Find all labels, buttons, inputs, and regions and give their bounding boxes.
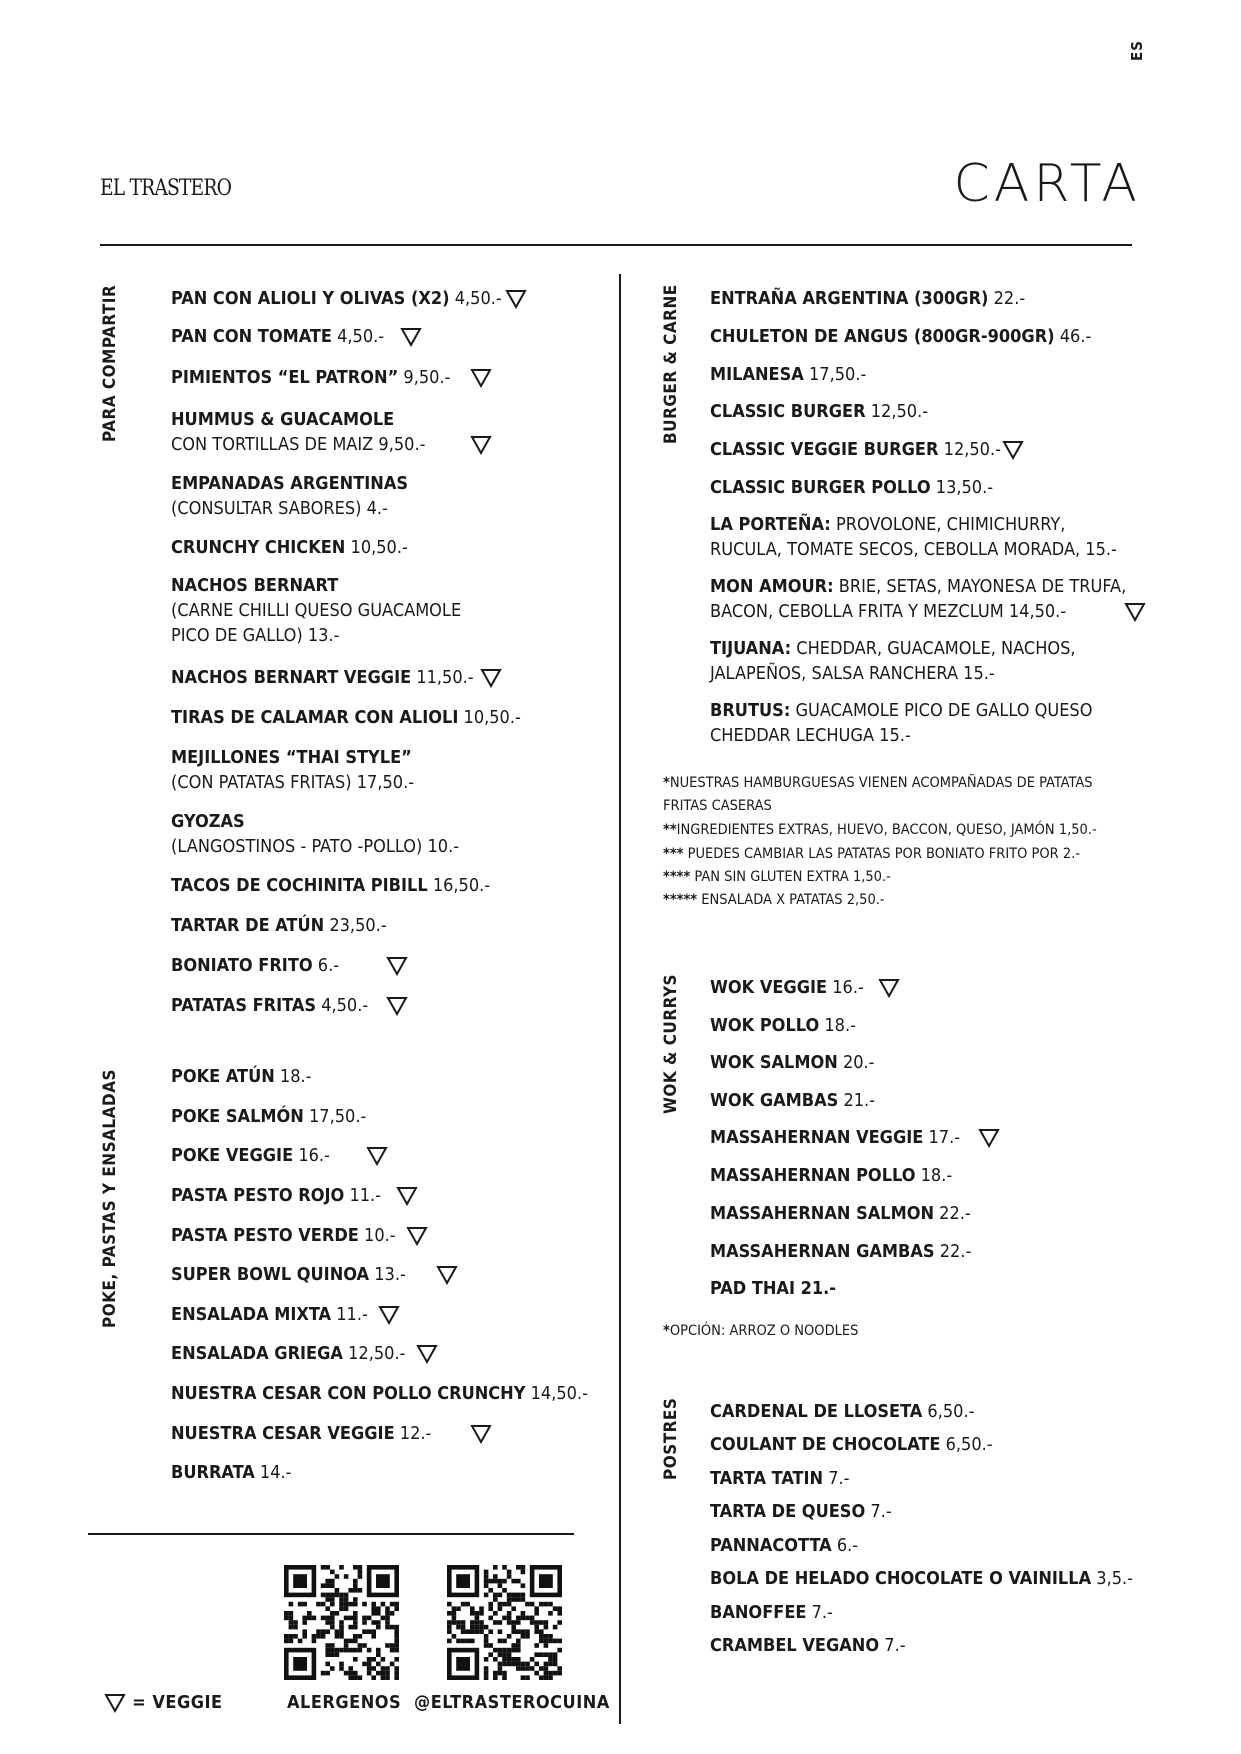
menu-item-price: 4.- xyxy=(366,498,388,519)
burger-note-line xyxy=(663,843,1080,866)
menu-item-line xyxy=(710,636,1076,661)
menu-item-name: LA PORTEÑA: xyxy=(710,514,831,535)
menu-item-price: 22.- xyxy=(993,288,1026,309)
menu-item-line xyxy=(710,1125,960,1150)
menu-item-line xyxy=(710,1566,1133,1591)
menu-item xyxy=(710,1432,993,1457)
veggie-icon xyxy=(366,1146,388,1166)
menu-item-line xyxy=(171,834,459,859)
menu-item-description: (LANGOSTINOS - PATO -POLLO) xyxy=(171,836,423,857)
menu-item xyxy=(171,705,521,730)
menu-item xyxy=(171,1460,292,1485)
menu-item-name: TACOS DE COCHINITA PIBILL xyxy=(171,875,428,896)
menu-item-line xyxy=(710,1432,993,1457)
menu-item xyxy=(710,399,928,424)
section-label-para-compartir: PARA COMPARTIR xyxy=(100,284,120,442)
menu-item-price: 14,50.- xyxy=(530,1383,588,1404)
menu-item xyxy=(710,475,993,500)
menu-item-name: ENSALADA MIXTA xyxy=(171,1304,332,1325)
menu-item-line xyxy=(171,1064,312,1089)
menu-item-line xyxy=(171,1302,368,1327)
menu-item xyxy=(171,665,474,690)
menu-item-line xyxy=(171,1341,405,1366)
menu-item-line xyxy=(171,665,474,690)
menu-item-name: PANNACOTTA xyxy=(710,1535,832,1556)
note-text: PUEDES CAMBIAR LAS PATATAS POR BONIATO FRITO POR 2.- xyxy=(683,846,1081,862)
menu-item xyxy=(171,809,459,859)
menu-item-price: 6.- xyxy=(836,1535,859,1556)
menu-item-line xyxy=(171,598,461,623)
menu-item-price: 10.- xyxy=(364,1225,396,1246)
menu-item xyxy=(171,471,408,521)
note-mark: * xyxy=(663,775,670,791)
menu-item-name: PIMIENTOS “EL PATRON” xyxy=(171,367,399,388)
note-mark: *** xyxy=(663,846,684,862)
menu-item-name: ENTRAÑA ARGENTINA (300GR) xyxy=(710,288,989,309)
menu-item-name: WOK GAMBAS xyxy=(710,1090,839,1111)
menu-item-name: TARTA TATIN xyxy=(710,1468,824,1489)
menu-item-price: 17,50.- xyxy=(309,1106,367,1127)
menu-item-name: BOLA DE HELADO CHOCOLATE O VAINILLA xyxy=(710,1568,1092,1589)
menu-item-price: 17,50.- xyxy=(808,364,867,385)
menu-item-line xyxy=(710,1163,952,1188)
menu-item-price: 18.- xyxy=(920,1165,953,1186)
menu-item-line xyxy=(710,698,1092,723)
menu-item-price: 7.- xyxy=(884,1635,906,1656)
menu-item-line xyxy=(171,573,461,598)
veggie-icon xyxy=(416,1344,438,1364)
menu-item xyxy=(710,574,1126,624)
menu-item-name: TIJUANA: xyxy=(710,638,792,659)
menu-item-line xyxy=(171,913,387,938)
menu-item-price: 6,50.- xyxy=(945,1434,993,1455)
menu-item-name: BRUTUS: xyxy=(710,700,791,721)
veggie-icon xyxy=(480,668,502,688)
menu-item-line xyxy=(171,496,408,521)
section-label-burger: BURGER & CARNE xyxy=(661,284,681,444)
menu-item xyxy=(710,324,1091,349)
menu-item xyxy=(171,1223,396,1248)
menu-item xyxy=(710,437,1001,462)
menu-item-line xyxy=(710,574,1126,599)
alergenos-qr-code[interactable] xyxy=(284,1565,399,1680)
menu-item-name: COULANT DE CHOCOLATE xyxy=(710,1434,941,1455)
menu-item-name: NUESTRA CESAR CON POLLO CRUNCHY xyxy=(171,1383,526,1404)
menu-item-name: NACHOS BERNART xyxy=(171,575,339,596)
menu-item-price: 10.- xyxy=(427,836,460,857)
menu-item-line xyxy=(171,432,425,457)
menu-item-price: 21.- xyxy=(843,1090,876,1111)
instagram-qr-code[interactable] xyxy=(447,1565,562,1680)
menu-item-line xyxy=(171,953,339,978)
menu-item-line xyxy=(710,537,1117,562)
menu-item-line xyxy=(710,1533,858,1558)
menu-item-name: TARTA DE QUESO xyxy=(710,1501,866,1522)
menu-item xyxy=(710,1533,858,1558)
veggie-icon xyxy=(505,289,527,309)
menu-item-line xyxy=(710,399,928,424)
menu-item xyxy=(710,1201,971,1226)
veggie-legend-text: = VEGGIE xyxy=(132,1692,223,1713)
menu-item xyxy=(710,1276,836,1301)
menu-item-name: MASSAHERNAN VEGGIE xyxy=(710,1127,924,1148)
menu-item xyxy=(171,324,384,349)
menu-item-price: 6,50.- xyxy=(927,1401,975,1422)
menu-item-line xyxy=(171,471,408,496)
menu-item-name: TARTAR DE ATÚN xyxy=(171,915,325,936)
menu-item-name: CARDENAL DE LLOSETA xyxy=(710,1401,923,1422)
menu-item-name: MILANESA xyxy=(710,364,804,385)
menu-item-name: PASTA PESTO ROJO xyxy=(171,1185,345,1206)
menu-item-description: GUACAMOLE PICO DE GALLO QUESO xyxy=(795,700,1093,721)
menu-item-price: 11.- xyxy=(336,1304,368,1325)
menu-item-description: RUCULA, TOMATE SECOS, CEBOLLA MORADA, 15.- xyxy=(710,539,1117,560)
menu-item-line xyxy=(171,1381,588,1406)
instagram-handle[interactable]: @ELTRASTEROCUINA xyxy=(414,1692,610,1713)
menu-item xyxy=(710,1633,906,1658)
note-text: INGREDIENTES EXTRAS, HUEVO, BACCON, QUESO, JAMÓN 1,50.- xyxy=(676,822,1097,838)
menu-item-line xyxy=(171,1223,396,1248)
menu-item-name: BONIATO FRITO xyxy=(171,955,313,976)
menu-item-price: 12,50.- xyxy=(348,1343,406,1364)
menu-item-price: 9,50.- xyxy=(378,434,426,455)
menu-item-price: 6.- xyxy=(317,955,340,976)
menu-item-line xyxy=(710,1013,856,1038)
note-mark: **** xyxy=(663,869,691,885)
burger-note-line xyxy=(663,889,885,912)
menu-item-price: 22.- xyxy=(939,1203,971,1224)
menu-item-line xyxy=(171,993,368,1018)
menu-item-line xyxy=(710,362,866,387)
menu-item xyxy=(171,745,414,795)
header-divider xyxy=(100,244,1132,246)
menu-item-line xyxy=(171,873,490,898)
menu-item xyxy=(710,1125,960,1150)
menu-item-line xyxy=(710,324,1091,349)
menu-item-line xyxy=(710,661,1076,686)
menu-item-price: 7.- xyxy=(828,1468,850,1489)
menu-item-line xyxy=(710,1466,850,1491)
menu-item-description: (CONSULTAR SABORES) xyxy=(171,498,362,519)
menu-item-name: PASTA PESTO VERDE xyxy=(171,1225,359,1246)
menu-item-price: 11,50.- xyxy=(416,667,474,688)
menu-item-price: 46.- xyxy=(1059,326,1092,347)
menu-item-name: CLASSIC BURGER xyxy=(710,401,866,422)
menu-item-price: 10,50.- xyxy=(350,537,408,558)
menu-item-description: JALAPEÑOS, SALSA RANCHERA 15.- xyxy=(710,663,995,684)
wok-note xyxy=(663,1320,858,1343)
menu-item-price: 7.- xyxy=(811,1602,833,1623)
menu-item-name: SUPER BOWL QUINOA xyxy=(171,1264,370,1285)
wok-note-mark: * xyxy=(663,1323,670,1339)
burger-note-line xyxy=(663,772,1093,795)
menu-item-line xyxy=(171,1104,366,1129)
menu-item-line xyxy=(710,512,1117,537)
menu-item xyxy=(710,1239,971,1264)
menu-item-line xyxy=(710,1201,971,1226)
veggie-icon xyxy=(470,435,492,455)
veggie-icon xyxy=(436,1265,458,1285)
veggie-icon xyxy=(396,1186,418,1206)
menu-item-line xyxy=(171,324,384,349)
menu-item-line xyxy=(171,745,414,770)
menu-item-description: CON TORTILLAS DE MAIZ xyxy=(171,434,374,455)
menu-item-name: CRUNCHY CHICKEN xyxy=(171,537,346,558)
menu-item-price: 16.- xyxy=(832,977,864,998)
menu-item xyxy=(171,407,425,457)
menu-item-price: 20.- xyxy=(842,1052,875,1073)
menu-item-price: 7.- xyxy=(870,1501,892,1522)
menu-item-name: WOK POLLO xyxy=(710,1015,820,1036)
menu-item xyxy=(171,1341,405,1366)
note-text: NUESTRAS HAMBURGUESAS VIENEN ACOMPAÑADAS DE PATATAS xyxy=(669,775,1093,791)
menu-item xyxy=(171,1302,368,1327)
veggie-icon xyxy=(978,1128,1000,1148)
menu-item-price: 12,50.- xyxy=(870,401,929,422)
menu-item-name: ENSALADA GRIEGA xyxy=(171,1343,343,1364)
menu-item-description: CHEDDAR LECHUGA 15.- xyxy=(710,725,911,746)
menu-item-price: 3,5.- xyxy=(1096,1568,1133,1589)
menu-item-price: 12,50.- xyxy=(943,439,1001,460)
menu-item-price: 17.- xyxy=(928,1127,961,1148)
menu-item-description: CHEDDAR, GUACAMOLE, NACHOS, xyxy=(796,638,1076,659)
page-title: CARTA xyxy=(953,154,1141,214)
menu-item-line xyxy=(171,365,450,390)
burger-note-line xyxy=(663,795,772,818)
menu-item-price: 4,50.- xyxy=(321,995,369,1016)
menu-item-name: CLASSIC VEGGIE BURGER xyxy=(710,439,939,460)
menu-item-name: BURRATA xyxy=(171,1462,255,1483)
menu-item-line xyxy=(171,623,461,648)
veggie-icon xyxy=(878,978,900,998)
menu-item-description: BACON, CEBOLLA FRITA Y MEZCLUM 14,50.- xyxy=(710,601,1067,622)
menu-item-name: MASSAHERNAN POLLO xyxy=(710,1165,916,1186)
veggie-icon xyxy=(406,1226,428,1246)
menu-item-line xyxy=(710,1633,906,1658)
menu-item-name: MEJILLONES “THAI STYLE” xyxy=(171,747,412,768)
menu-item-line xyxy=(171,770,414,795)
menu-item-description: BRIE, SETAS, MAYONESA DE TRUFA, xyxy=(838,576,1127,597)
menu-item-line xyxy=(710,975,864,1000)
menu-item xyxy=(710,1013,856,1038)
note-mark: ** xyxy=(663,822,677,838)
menu-item-line xyxy=(710,1050,875,1075)
menu-item xyxy=(171,1262,406,1287)
menu-item-line xyxy=(710,1088,875,1113)
menu-item xyxy=(171,1381,588,1406)
menu-item-name: BANOFFEE xyxy=(710,1602,807,1623)
veggie-legend xyxy=(104,1692,223,1713)
menu-item-name: CRAMBEL VEGANO xyxy=(710,1635,880,1656)
menu-item-name: NACHOS BERNART VEGGIE xyxy=(171,667,412,688)
alergenos-label: ALERGENOS xyxy=(287,1692,402,1713)
menu-item-name: POKE SALMÓN xyxy=(171,1106,304,1127)
menu-item-price: 14.- xyxy=(259,1462,292,1483)
menu-item xyxy=(171,953,339,978)
menu-item-name: GYOZAS xyxy=(171,811,245,832)
menu-item xyxy=(171,365,450,390)
menu-item-name: POKE VEGGIE xyxy=(171,1145,294,1166)
menu-item-line xyxy=(171,1421,431,1446)
menu-item xyxy=(171,1421,431,1446)
menu-item-name: WOK SALMON xyxy=(710,1052,838,1073)
menu-item-name: PAD THAI 21.- xyxy=(710,1278,837,1299)
column-divider xyxy=(619,274,621,1724)
menu-item-line xyxy=(171,1183,381,1208)
menu-item-line xyxy=(710,1239,971,1264)
menu-item-line xyxy=(710,1399,974,1424)
section-label-wok: WOK & CURRYS xyxy=(661,973,681,1114)
note-mark: ***** xyxy=(663,892,698,908)
menu-item xyxy=(171,1064,312,1089)
menu-item-name: MASSAHERNAN GAMBAS xyxy=(710,1241,935,1262)
veggie-icon xyxy=(1002,440,1024,460)
menu-item-name: POKE ATÚN xyxy=(171,1066,275,1087)
menu-item-price: 22.- xyxy=(939,1241,972,1262)
veggie-icon xyxy=(470,368,492,388)
menu-item xyxy=(710,1088,875,1113)
menu-item xyxy=(171,535,408,560)
menu-item-price: 23,50.- xyxy=(329,915,387,936)
menu-item-price: 13.- xyxy=(374,1264,406,1285)
menu-item xyxy=(710,698,1092,748)
menu-item xyxy=(710,1499,892,1524)
menu-item-line xyxy=(171,1143,330,1168)
menu-item-name: MON AMOUR: xyxy=(710,576,834,597)
veggie-icon xyxy=(1124,602,1146,622)
menu-item xyxy=(710,286,1025,311)
menu-item-line xyxy=(171,1262,406,1287)
veggie-icon xyxy=(470,1424,492,1444)
menu-item-line xyxy=(710,437,1001,462)
footer-divider xyxy=(88,1533,574,1535)
note-text: ENSALADA X PATATAS 2,50.- xyxy=(697,892,885,908)
menu-item xyxy=(171,1143,330,1168)
veggie-icon xyxy=(386,996,408,1016)
note-text: FRITAS CASERAS xyxy=(663,798,772,814)
menu-item-name: PATATAS FRITAS xyxy=(171,995,317,1016)
menu-item-line xyxy=(171,286,502,311)
menu-item-price: 4,50.- xyxy=(454,288,502,309)
veggie-icon xyxy=(400,327,422,347)
menu-item-name: PAN CON ALIOLI Y OLIVAS (X2) xyxy=(171,288,450,309)
menu-item-price: 12.- xyxy=(399,1423,432,1444)
menu-item-price: 13,50.- xyxy=(935,477,994,498)
menu-item-name: MASSAHERNAN SALMON xyxy=(710,1203,935,1224)
menu-item-name: EMPANADAS ARGENTINAS xyxy=(171,473,409,494)
menu-item xyxy=(710,1600,833,1625)
menu-item-price: 17,50.- xyxy=(356,772,415,793)
menu-item-line xyxy=(171,705,521,730)
menu-item-line xyxy=(171,407,425,432)
wok-note-text: OPCIÓN: ARROZ O NOODLES xyxy=(669,1323,859,1339)
menu-item-line xyxy=(710,599,1126,624)
menu-item-line xyxy=(710,1499,892,1524)
menu-item-line xyxy=(710,286,1025,311)
menu-item xyxy=(710,1399,974,1424)
menu-item-line xyxy=(171,535,408,560)
menu-item-name: TIRAS DE CALAMAR CON ALIOLI xyxy=(171,707,459,728)
menu-item-description: PROVOLONE, CHIMICHURRY, xyxy=(835,514,1066,535)
burger-note-line xyxy=(663,866,891,889)
menu-item-line xyxy=(710,1276,836,1301)
menu-item-price: 16,50.- xyxy=(432,875,491,896)
veggie-icon xyxy=(378,1305,400,1325)
menu-item xyxy=(710,512,1117,562)
menu-item-description: (CARNE CHILLI QUESO GUACAMOLE xyxy=(171,600,462,621)
veggie-icon xyxy=(386,956,408,976)
language-code: ES xyxy=(1128,40,1146,62)
note-text: PAN SIN GLUTEN EXTRA 1,50.- xyxy=(690,869,891,885)
menu-item-line xyxy=(710,475,993,500)
menu-item-price: 13.- xyxy=(307,625,340,646)
menu-item-price: 16.- xyxy=(298,1145,330,1166)
menu-item-name: PAN CON TOMATE xyxy=(171,326,332,347)
menu-item xyxy=(171,1183,381,1208)
menu-item xyxy=(710,1566,1133,1591)
menu-item xyxy=(710,1050,875,1075)
menu-item xyxy=(171,286,502,311)
menu-item-price: 18.- xyxy=(824,1015,856,1036)
menu-item-description: PICO DE GALLO) xyxy=(171,625,303,646)
burger-note-line xyxy=(663,819,1097,842)
menu-item-line xyxy=(710,723,1092,748)
menu-item xyxy=(171,873,490,898)
menu-item-line xyxy=(171,1460,292,1485)
menu-item-price: 9,50.- xyxy=(403,367,451,388)
menu-item xyxy=(171,993,368,1018)
veggie-icon xyxy=(104,1693,126,1713)
menu-item xyxy=(710,362,866,387)
menu-item xyxy=(710,636,1076,686)
menu-item-name: CHULETON DE ANGUS (800GR-900GR) xyxy=(710,326,1055,347)
section-label-postres: POSTRES xyxy=(661,1397,681,1480)
menu-item-name: CLASSIC BURGER POLLO xyxy=(710,477,931,498)
menu-item-line xyxy=(171,809,459,834)
menu-item xyxy=(710,1163,952,1188)
menu-item-price: 11.- xyxy=(349,1185,382,1206)
menu-item-price: 18.- xyxy=(279,1066,312,1087)
restaurant-logo: EL TRASTERO xyxy=(100,176,232,201)
menu-item xyxy=(710,1466,850,1491)
menu-item-price: 4,50.- xyxy=(337,326,385,347)
menu-item-name: NUESTRA CESAR VEGGIE xyxy=(171,1423,395,1444)
menu-item xyxy=(171,573,461,648)
menu-item-line xyxy=(710,1600,833,1625)
menu-item-name: WOK VEGGIE xyxy=(710,977,828,998)
menu-item-price: 10,50.- xyxy=(463,707,521,728)
section-label-poke: POKE, PASTAS Y ENSALADAS xyxy=(100,1068,120,1328)
menu-item xyxy=(710,975,864,1000)
menu-item xyxy=(171,913,387,938)
menu-item xyxy=(171,1104,366,1129)
menu-item-description: (CON PATATAS FRITAS) xyxy=(171,772,352,793)
menu-item-name: HUMMUS & GUACAMOLE xyxy=(171,409,395,430)
